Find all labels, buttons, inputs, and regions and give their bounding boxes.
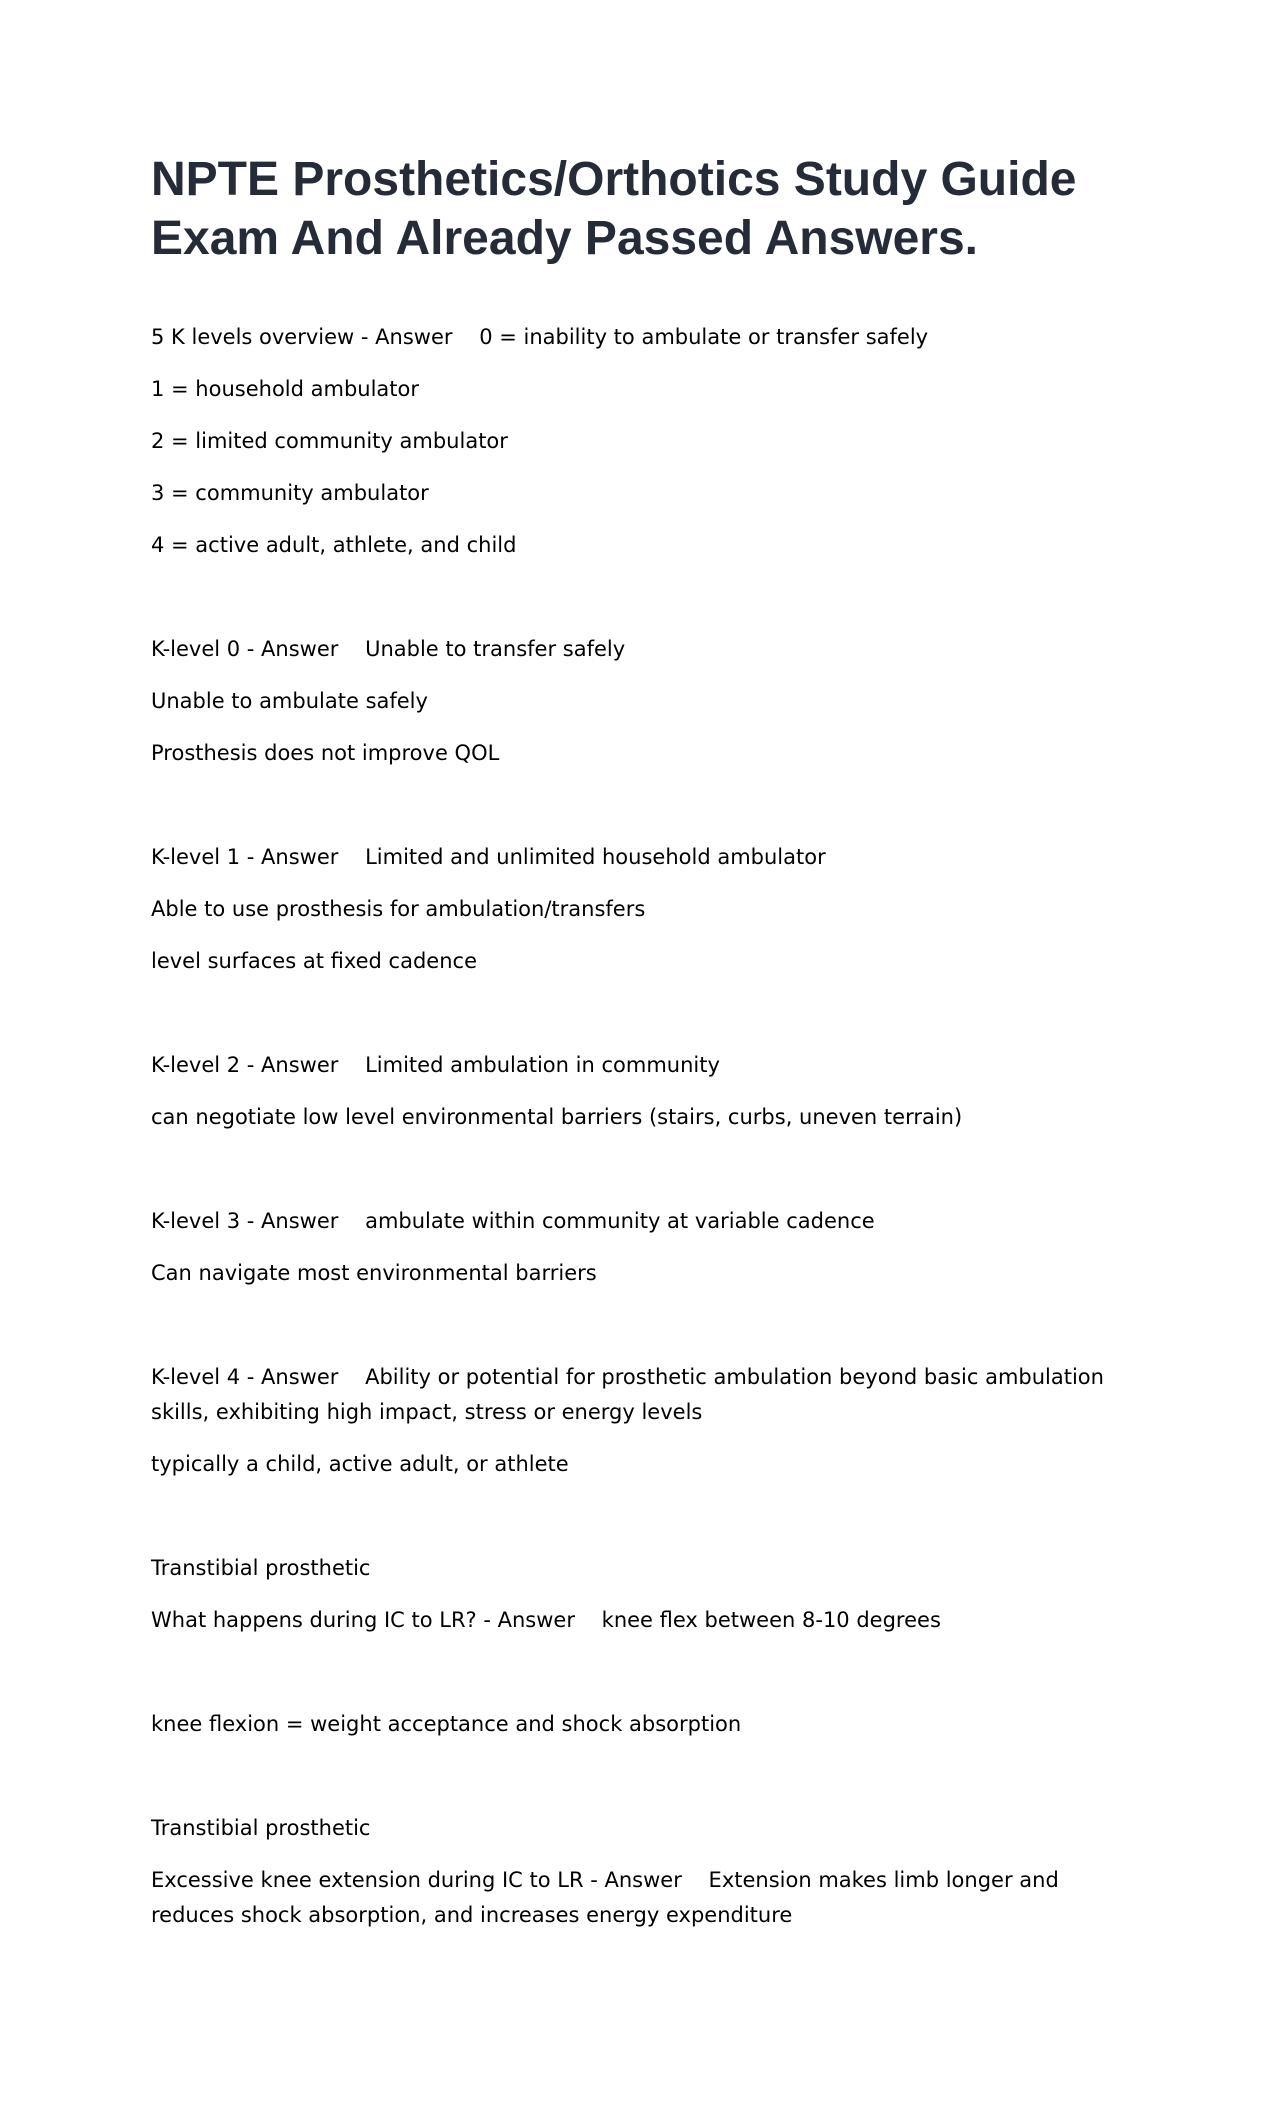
body-line: knee flexion = weight acceptance and shock absorption [151,1712,742,1736]
body-line: K-level 2 - Answer Limited ambulation in community [151,1053,720,1077]
document-body [151,320,1131,1933]
body-line: 5 K levels overview - Answer 0 = inability to ambulate or transfer safely [151,325,929,349]
paragraph-spacer [151,1308,1131,1360]
body-line: typically a child, active adult, or athlete [151,1452,569,1476]
paragraph-spacer [151,1655,1131,1707]
body-line: Transtibial prosthetic [151,1556,371,1580]
paragraph-spacer [151,1152,1131,1204]
body-line: What happens during IC to LR? - Answer knee flex between 8-10 degrees [151,1608,941,1632]
document-page [151,150,1131,1950]
page-title: NPTE Prosthetics/Orthotics Study Guide Exam And Already Passed Answers. [151,153,1077,265]
body-line: 1 = household ambulator [151,377,420,401]
paragraph-spacer [151,1759,1131,1811]
body-line: 4 = active adult, athlete, and child [151,533,517,557]
body-line: K-level 4 - Answer Ability or potential for prosthetic ambulation beyond basic ambulation skills, exhibiting high impact, stress or energy levels [151,1365,1111,1424]
paragraph-spacer [151,996,1131,1048]
body-line: Prosthesis does not improve QOL [151,741,500,765]
body-line: 2 = limited community ambulator [151,429,508,453]
paragraph-spacer [151,580,1131,632]
body-line: level surfaces at fixed cadence [151,949,477,973]
body-line: Can navigate most environmental barriers [151,1261,597,1285]
body-line: K-level 3 - Answer ambulate within community at variable cadence [151,1209,875,1233]
body-line: can negotiate low level environmental barriers (stairs, curbs, uneven terrain) [151,1105,963,1129]
paragraph-spacer [151,1499,1131,1551]
body-line: 3 = community ambulator [151,481,429,505]
body-line: Excessive knee extension during IC to LR - Answer Extension makes limb longer and reduces shock absorption, and increases energy expenditure [151,1868,1066,1927]
body-line: Transtibial prosthetic [151,1816,371,1840]
body-line: Able to use prosthesis for ambulation/transfers [151,897,646,921]
body-line: K-level 1 - Answer Limited and unlimited household ambulator [151,845,826,869]
paragraph-spacer [151,788,1131,840]
body-line: Unable to ambulate safely [151,689,428,713]
body-line: K-level 0 - Answer Unable to transfer safely [151,637,626,661]
